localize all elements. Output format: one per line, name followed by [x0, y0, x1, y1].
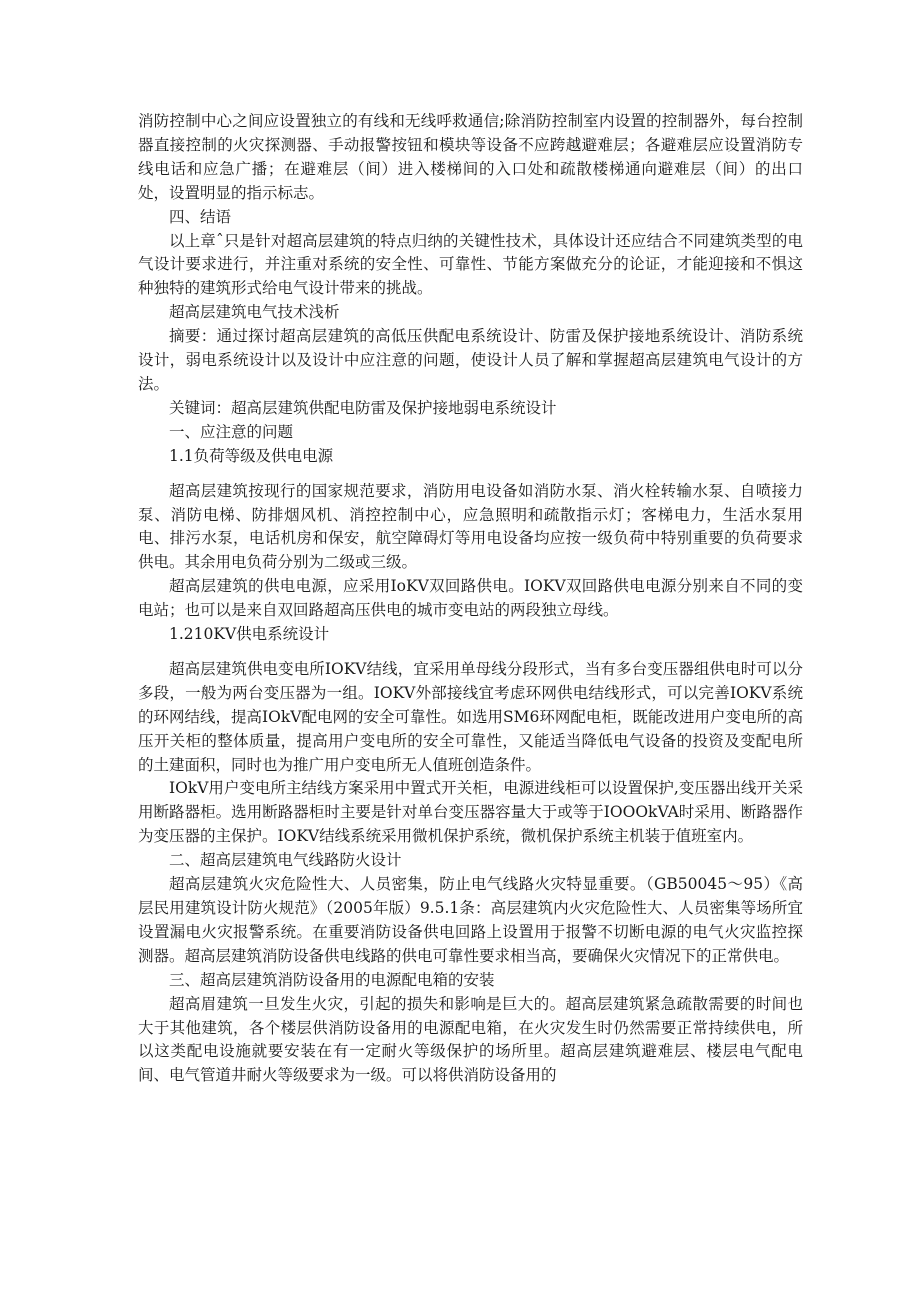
paragraph-load-levels: 超高层建筑按现行的国家规范要求，消防用电设备如消防水泵、消火栓转输水泵、自喷接力泵、消防电梯、防排烟风机、消控控制中心，应急照明和疏散指示灯；客梯电力，生活水泵用电、排污水泵，电话机房和保安，航空障碍灯等用电设备均应按一级负荷中特别重要的负荷要求供电。其余用电负荷分别为二级或三级。 [138, 481, 803, 572]
document-body [138, 110, 803, 1088]
heading-section-2: 二、超高层建筑电气线路防火设计 [169, 851, 402, 870]
heading-1-1: 1.1负荷等级及供电电源 [169, 446, 334, 465]
paragraph-refuge-floor-comms: 消防控制中心之间应设置独立的有线和无线呼救通信;除消防控制室内设置的控制器外，每台控制器直接控制的火灾探测器、手动报警按钮和模块等设备不应跨越避难层；各避难层应设置消防专线电话和应急广播；在避难层（间）进入楼梯间的入口处和疏散楼梯通向避难层（间）的出口处，设置明显的指示标志。 [138, 112, 803, 202]
paragraph-keywords: 关键词：超高层建筑供配电防雷及保护接地弱电系统设计 [169, 398, 557, 417]
heading-section-1: 一、应注意的问题 [169, 422, 294, 441]
heading-conclusion: 四、结语 [169, 207, 232, 226]
paragraph-abstract: 摘要：通过探讨超高层建筑的高低压供配电系统设计、防雷及保护接地系统设计、消防系统设计，弱电系统设计以及设计中应注意的问题，使设计人员了解和掌握超高层建筑电气设计的方法。 [138, 327, 803, 393]
paragraph-10kv-system: 超高层建筑供电变电所IOKV结线，宜采用单母线分段形式，当有多台变压器组供电时可以分多段，一般为两台变压器为一组。IOKV外部接线宜考虑环网供电结线形式，可以完善IOKV系统的环网结线，提高IOkV配电网的安全可靠性。如选用SM6环网配电柜，既能改进用户变电所的高压开关柜的整体质量，提高用户变电所的安全可靠性，又能适当降低电气设备的投资及变配电所的土建面积，同时也为推广用户变电所无人值班创造条件。 [138, 659, 803, 774]
paragraph-conclusion: 以上章ˆ只是针对超高层建筑的特点归纳的关键性技术，具体设计还应结合不同建筑类型的电气设计要求进行，并注重对系统的安全性、可靠性、节能方案做充分的论证，才能迎接和不惧这种独特的建筑形式给电气设计带来的挑战。 [138, 231, 803, 298]
paragraph-power-source: 超高层建筑的供电电源，应采用IoKV双回路供电。IOKV双回路供电电源分别来自不同的变电站；也可以是来自双回路超高压供电的城市变电站的两段独立母线。 [138, 577, 803, 620]
paragraph-fire-protection: 超高层建筑火灾危险性大、人员密集，防止电气线路火灾特显重要。（GB50045～95）《高层民用建筑设计防火规范》（2005年版）9.5.1条：高层建筑内火灾危险性大、人员密集等场所宜设置漏电火灾报警系统。在重要消防设备供电回路上设置用于报警不切断电源的电气火灾监控探测器。超高层建筑消防设备供电线路的供电可靠性要求相当高，要确保火灾情况下的正常供电。 [138, 875, 803, 965]
paragraph-substation-wiring: IOkV用户变电所主结线方案采用中置式开关柜，电源进线柜可以设置保护,变压器出线开关采用断路器柜。选用断路器柜时主要是针对单台变压器容量大于或等于IOOOkVA时采用、断路器作为变压器的主保护。IOKV结线系统采用微机保护系统，微机保护系统主机装于值班室内。 [138, 779, 803, 846]
paragraph-distribution-box: 超高眉建筑一旦发生火灾，引起的损失和影响是巨大的。超高层建筑紧急疏散需要的时间也大于其他建筑，各个楼层供消防设备用的电源配电箱，在火灾发生时仍然需要正常持续供电，所以这类配电设施就要安装在有一定耐火等级保护的场所里。超高层建筑避难层、楼层电气配电间、电气管道井耐火等级要求为一级。可以将供消防设备用的 [138, 994, 803, 1085]
heading-1-2: 1.210KV供电系统设计 [169, 625, 330, 644]
article-title: 超高层建筑电气技术浅析 [169, 303, 340, 322]
heading-section-3: 三、超高层建筑消防设备用的电源配电箱的安装 [169, 970, 495, 989]
